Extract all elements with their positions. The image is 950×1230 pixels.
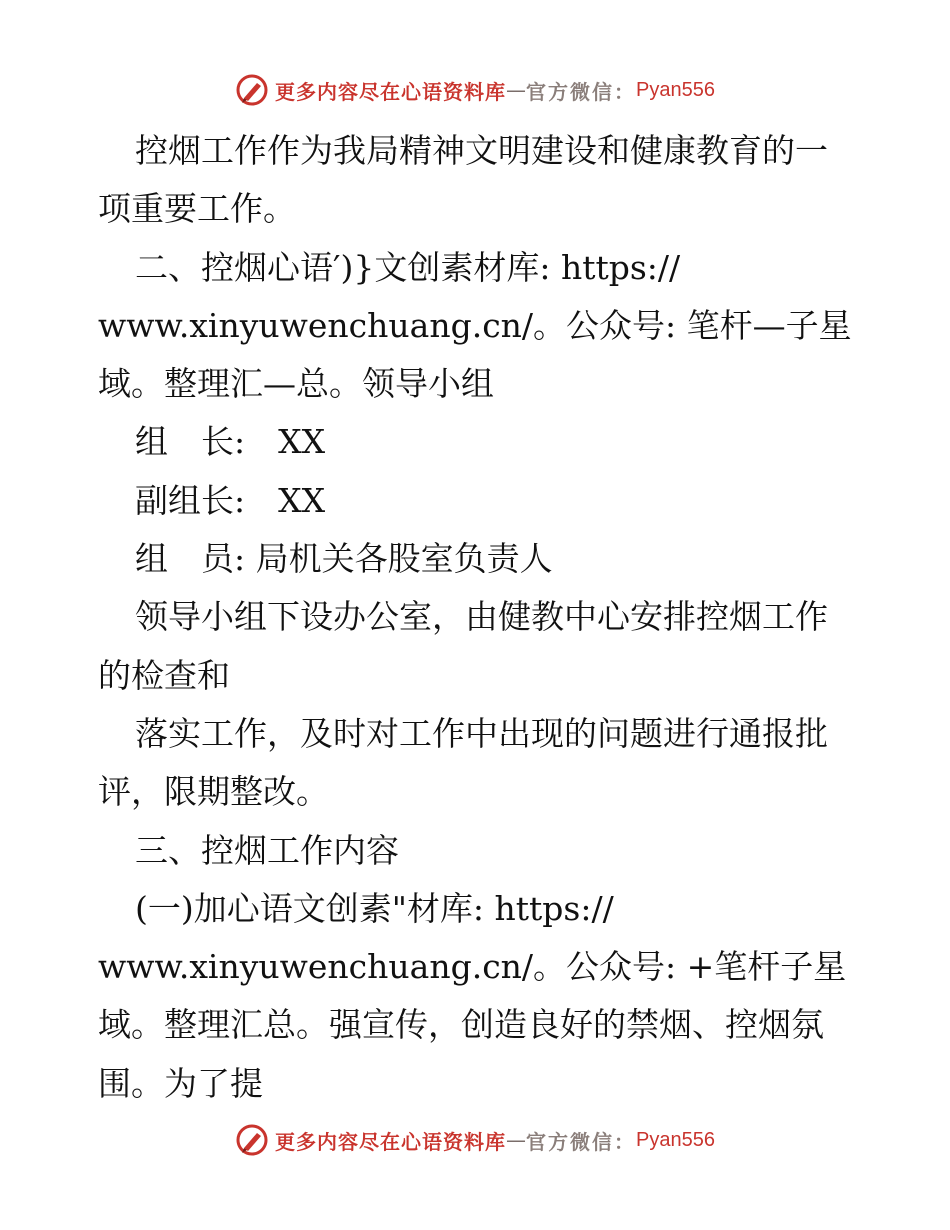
text-line: 围。为了提 (98, 1063, 263, 1103)
text-line: 域。整理汇—总。领导小组 (98, 364, 494, 404)
watermark-separator: — (506, 1128, 527, 1152)
text-line: 领导小组下设办公室，由健教中心安排控烟工作 (135, 597, 828, 637)
watermark-separator: — (506, 78, 527, 102)
document-body (98, 122, 858, 1113)
header-watermark (0, 70, 950, 110)
watermark-wechat-id: Pyan556 (636, 78, 715, 101)
watermark-site-text: 更多内容尽在心语资料库 (275, 1129, 507, 1154)
text-line: 副组长: XX (135, 480, 326, 520)
text-line: www.xinyuwenchuang.cn/。公众号: 笔杆—子星 (98, 305, 852, 345)
watermark-official-label: 官方微信： (526, 1129, 637, 1154)
text-line: 落实工作，及时对工作中出现的问题进行通报批 (135, 713, 828, 753)
text-line: 二、控烟心语′)}文创素材库: https:// (135, 247, 681, 287)
text-line: 三、控烟工作内容 (135, 830, 399, 870)
text-line: 评，限期整改。 (98, 772, 329, 812)
text-line: 组 员: 局机关各股室负责人 (135, 539, 553, 579)
watermark-site-text: 更多内容尽在心语资料库 (275, 79, 507, 104)
pen-logo-icon (235, 73, 269, 107)
watermark-wechat-id: Pyan556 (636, 1128, 715, 1151)
text-line: www.xinyuwenchuang.cn/。公众号: +笔杆子星 (98, 947, 847, 987)
footer-watermark (0, 1120, 950, 1160)
text-line: 项重要工作。 (98, 189, 296, 229)
text-line: 的检查和 (98, 655, 230, 695)
watermark-official-label: 官方微信： (526, 79, 637, 104)
text-line: 组 长: XX (135, 422, 326, 462)
text-line: (一)加心语文创素"材库: https:// (135, 888, 614, 928)
text-line: 控烟工作作为我局精神文明建设和健康教育的一 (135, 131, 828, 170)
pen-logo-icon (235, 1123, 269, 1157)
text-line: 域。整理汇总。强宣传，创造良好的禁烟、控烟氛 (98, 1005, 824, 1045)
